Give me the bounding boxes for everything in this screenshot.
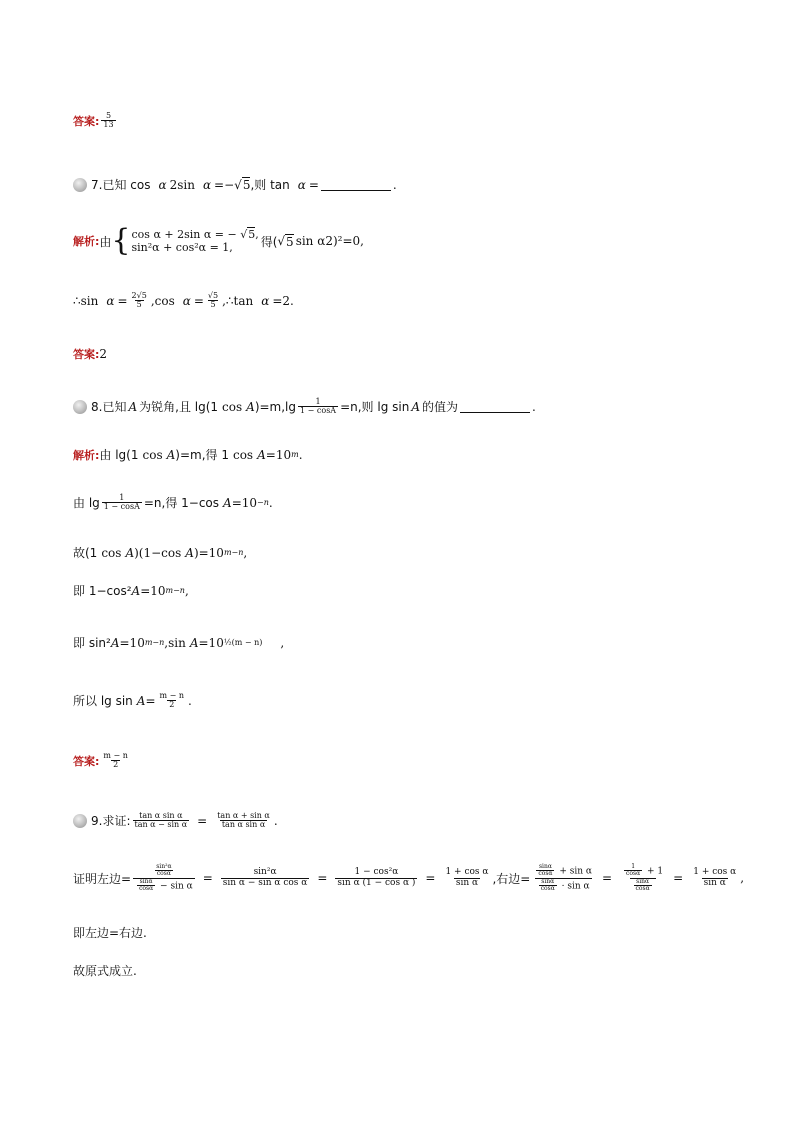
answer-8: 答案: $\frac{m - n}{2}$ — [73, 751, 128, 770]
answer-6-fraction: $\frac{5}{13}$ — [103, 111, 114, 130]
question-7: 7.已知 cos α 2sin α = −√ 5 ,则 tan α = . — [73, 176, 397, 193]
answer-label: 答案: — [73, 114, 100, 128]
q8-solution-2: 由 lg $\frac{1}{1 - \cos A}$ =n,得 1−cos A =10 −n . — [73, 493, 273, 512]
question-bullet-icon — [73, 814, 87, 828]
q7-solution: 解析: 由 { cos α + 2sin α = − √5, sin²α + cos²α = 1, 得( √ 5 sin α 2)²=0, — [73, 223, 364, 258]
answer-6 — [73, 112, 118, 130]
question-bullet-icon — [73, 400, 87, 414]
q8-solution-6: 所以 lg sin A = $\frac{m - n}{2}$ . — [73, 691, 192, 710]
q9-proof: 证明左边= $\frac{\text{sin²α}}{\cos\alpha}$ $\frac{\sin\alpha}{\cos\alpha}$ − sin α = $\frac{\text{sin²α}}{\text{sin α − sin α cos α}}$ = $\frac{\text{1 − cos²α}}{\text{sin α (1 − cos α )}}$ = $\frac{\text{1 + cos α}}{\text{sin α}}$ ,右边= $\frac{\sin\alpha}{\cos\alpha}$ + sin α $\frac{\sin\alpha}{\cos\alpha}$ · sin α = $\frac{1}{\cos\alpha}$ + 1 $\frac{\sin\alpha}{\cos\alpha}$ = $\frac{\text{1 + cos α}}{\text{sin α}}$ , — [73, 863, 745, 892]
q8-solution-4: 即 1−cos² A =10 m−n , — [73, 583, 189, 598]
q8-solution-3: 故(1 cos A )(1−cos A )=10 m−n , — [73, 545, 248, 560]
answer-7: 答案: 2 — [73, 347, 108, 361]
question-9: 9.求证: $\frac{\text{tan α sin α}}{\text{tan α − sin α}}$ = $\frac{\text{tan α + sin α}}{\text{tan α sin α}}$ . — [73, 812, 278, 830]
answer-blank[interactable] — [321, 178, 391, 191]
system-brace: { — [111, 223, 131, 258]
question-8: 8.已知 A 为锐角,且 lg(1 cos A )=m,lg $\frac{1}{1 - \cos A}$ =n,则 lg sin A 的值为 . — [73, 398, 536, 416]
q7-therefore: ∴sin α = $\frac{2√5}{5}$ ,cos α = $\frac{√5}{5}$ ,∴tan α =2. — [73, 291, 294, 310]
equation-system: cos α + 2sin α = − √5, sin²α + cos²α = 1, — [131, 227, 259, 254]
question-bullet-icon — [73, 178, 87, 192]
proof-fraction-1: $\frac{\text{sin²α}}{\cos\alpha}$ $\frac{\sin\alpha}{\cos\alpha}$ − sin α — [133, 864, 195, 892]
q9-conclusion-2: 故原式成立. — [73, 964, 137, 978]
answer-blank[interactable] — [460, 400, 530, 413]
q8-solution-5: 即 sin² A =10 m−n ,sin A =10 ½(m − n) , — [73, 635, 285, 650]
q9-conclusion-1: 即左边=右边. — [73, 926, 147, 940]
q8-solution-1: 解析: 由 lg(1 cos A )=m,得 1 cos A =10 m . — [73, 447, 303, 462]
